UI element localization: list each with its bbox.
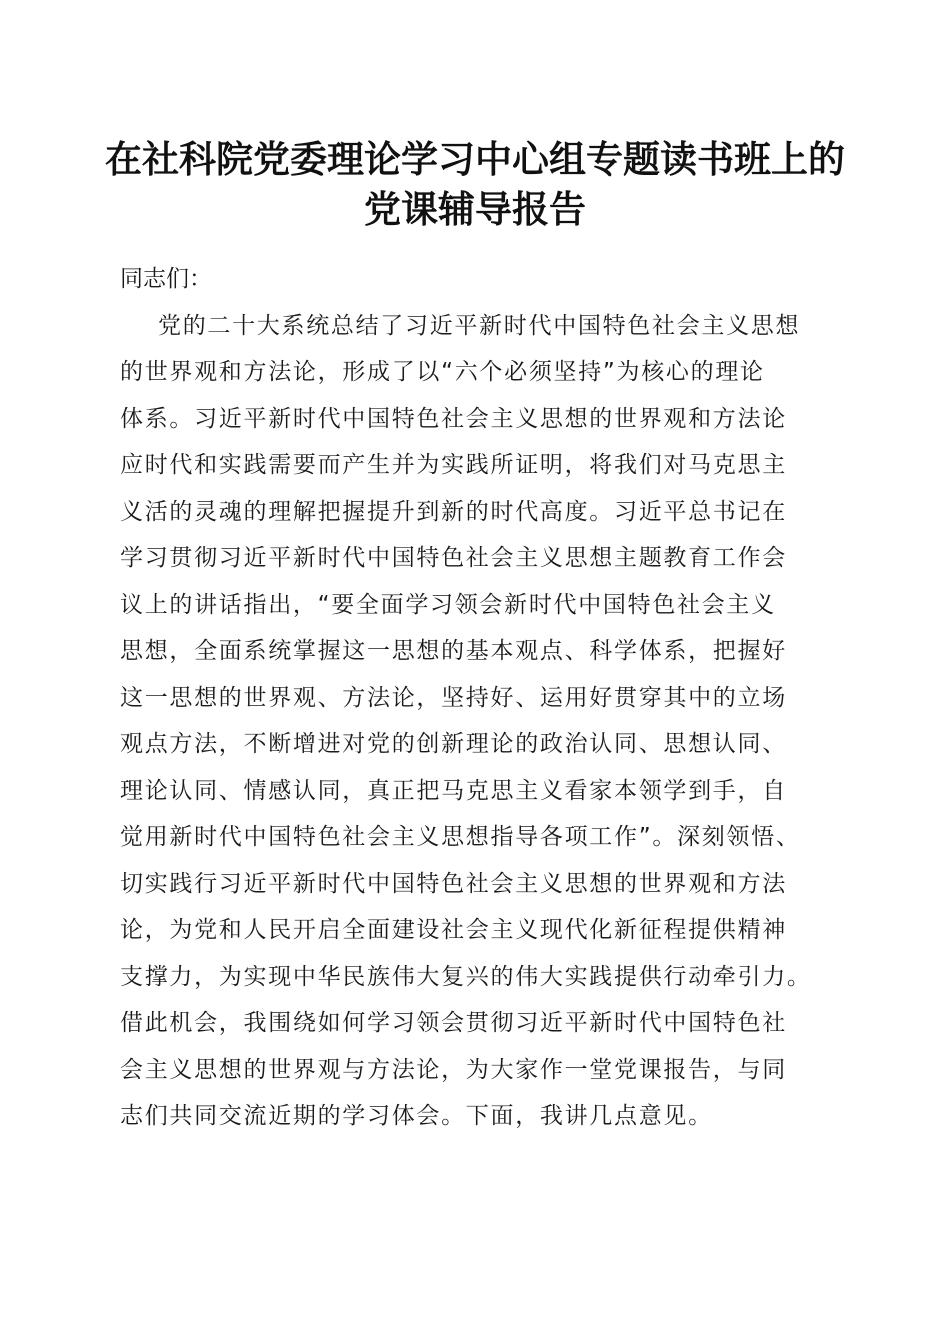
paragraph-line: 应时代和实践需要而产生并为实践所证明，将我们对马克思主	[120, 452, 787, 478]
paragraph-line: 这一思想的世界观、方法论，坚持好、运用好贯穿其中的立场	[120, 684, 787, 711]
document-body	[120, 256, 840, 1140]
opening-paragraph	[120, 303, 840, 1140]
salutation: 同志们：	[120, 266, 212, 292]
title-line-2: 党课辅导报告	[364, 187, 586, 231]
paragraph-line: 支撑力，为实现中华民族伟大复兴的伟大实践提供行动牵引力。	[120, 963, 812, 990]
paragraph-line: 的世界观和方法论，形成了以“六个必须坚持”为核心的理论	[120, 359, 765, 385]
paragraph-line: 学习贯彻习近平新时代中国特色社会主义思想主题教育工作会	[120, 545, 787, 571]
paragraph-line: 切实践行习近平新时代中国特色社会主义思想的世界观和方法	[120, 870, 787, 897]
document-title	[0, 134, 950, 234]
paragraph-line: 志们共同交流近期的学习体会。下面，我讲几点意见。	[120, 1103, 713, 1129]
paragraph-line: 会主义思想的世界观与方法论，为大家作一堂党课报告，与同	[120, 1056, 787, 1083]
title-line-1: 在社科院党委理论学习中心组专题读书班上的	[105, 137, 845, 181]
paragraph-line: 借此机会，我围绕如何学习领会贯彻习近平新时代中国特色社	[120, 1010, 787, 1036]
paragraph-line: 观点方法，不断增进对党的创新理论的政治认同、思想认同、	[120, 731, 787, 757]
paragraph-line: 思想，全面系统掌握这一思想的基本观点、科学体系，把握好	[120, 638, 787, 664]
paragraph-line: 义活的灵魂的理解把握提升到新的时代高度。习近平总书记在	[120, 498, 787, 525]
paragraph-line: 觉用新时代中国特色社会主义思想指导各项工作”。深刻领悟、	[120, 824, 801, 850]
paragraph-line: 议上的讲话指出，“要全面学习领会新时代中国特色社会主义	[120, 591, 776, 618]
paragraph-line: 论，为党和人民开启全面建设社会主义现代化新征程提供精神	[120, 917, 787, 943]
paragraph-line: 理论认同、情感认同，真正把马克思主义看家本领学到手，自	[120, 777, 787, 804]
paragraph-line: 体系。习近平新时代中国特色社会主义思想的世界观和方法论	[120, 405, 787, 432]
paragraph-line: 党的二十大系统总结了习近平新时代中国特色社会主义思想	[158, 312, 801, 339]
